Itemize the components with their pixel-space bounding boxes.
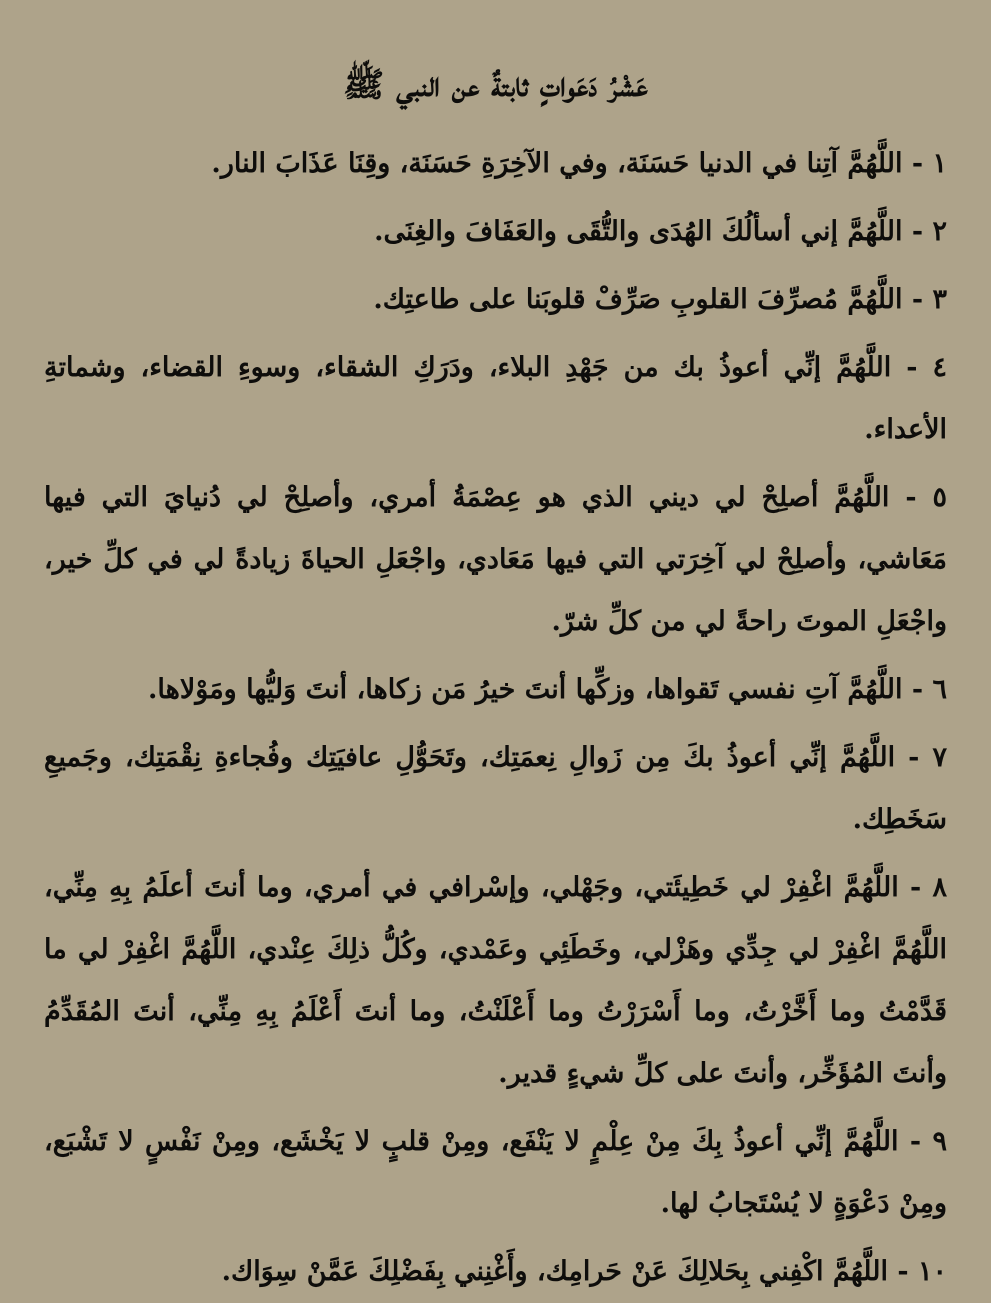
dua-number: ٨ xyxy=(932,872,947,903)
dua-item-9 xyxy=(44,1111,947,1235)
dua-text: اللَّهُمَّ إنِّي أعوذُ بكَ مِن زَوالِ نِعمَتِك، وتَحَوُّلِ عافيَتِك وفُجاءةِ نِقْمَتِك، وجَميعِ سَخَطِك. xyxy=(44,742,947,835)
dua-text: اللَّهُمَّ إنِّي أعوذُ بِكَ مِنْ عِلْمٍ لا يَنْفَع، ومِنْ قلبٍ لا يَخْشَع، ومِنْ نَفْسٍ لا تَشْبَع، ومِنْ دَعْوَةٍ لا يُسْتَجابُ لها. xyxy=(44,1126,947,1219)
dua-item-7 xyxy=(44,727,947,851)
dua-number: ١ xyxy=(932,148,947,179)
dua-separator: - xyxy=(902,148,933,179)
dua-text: اللَّهُمَّ إنِّي أعوذُ بك من جَهْدِ البلاء، ودَرَكِ الشقاء، وسوءِ القضاء، وشماتةِ الأعداء. xyxy=(44,352,947,445)
dua-separator: - xyxy=(902,674,933,705)
dua-number: ٤ xyxy=(932,352,947,383)
page-title: عَشْرُ دَعَواتٍ ثابتةٌ عن النبي ﷺ xyxy=(343,65,648,105)
dua-text: اللَّهُمَّ آتِ نفسي تَقواها، وزكِّها أنتَ خيرُ مَن زكاها، أنتَ وَليُّها ومَوْلاها. xyxy=(147,674,903,705)
dua-text: اللَّهُمَّ إني أسألُكَ الهُدَى والتُّقَى والعَفَافَ والغِنَى. xyxy=(374,216,903,247)
dua-number: ٢ xyxy=(932,216,947,247)
dua-text: اللَّهُمَّ اكْفِني بِحَلالِكَ عَنْ حَرامِك، وأَغْنِني بِفَضْلِكَ عَمَّنْ سِوَاك. xyxy=(221,1256,888,1287)
dua-separator: - xyxy=(887,1256,918,1287)
dua-item-3 xyxy=(44,269,947,331)
dua-text: اللَّهُمَّ اغْفِرْ لي خَطِيئَتي، وجَهْلي، وإسْرافي في أمري، وما أنتَ أعلَمُ بِهِ مِنِّي، اللَّهُمَّ اغْفِرْ لي جِدِّي وهَزْلي، وخَطَئِي وعَمْدي، وكُلُّ ذلِكَ عِنْدي، اللَّهُمَّ اغْفِرْ لي ما قَدَّمْتُ وما أَخَّرْتُ، وما أَسْرَرْتُ وما أَعْلَنْتُ، وما أنتَ أَعْلَمُ بِهِ مِنِّي، أنتَ المُقَدِّمُ وأنتَ المُؤَخِّر، وأنتَ على كلِّ شيءٍ قدير. xyxy=(44,872,947,1089)
dua-number: ٥ xyxy=(932,482,947,513)
dua-text: اللَّهُمَّ آتِنا في الدنيا حَسَنَة، وفي الآخِرَةِ حَسَنَة، وقِنَا عَذَابَ النار. xyxy=(211,148,903,179)
dua-separator: - xyxy=(895,742,933,773)
dua-item-6 xyxy=(44,659,947,721)
dua-separator: - xyxy=(902,216,933,247)
dua-item-10 xyxy=(44,1241,947,1303)
dua-separator: - xyxy=(889,482,933,513)
dua-number: ٧ xyxy=(932,742,947,773)
dua-item-4 xyxy=(44,337,947,461)
dua-number: ٩ xyxy=(932,1126,947,1157)
dua-separator: - xyxy=(902,284,933,315)
dua-item-2 xyxy=(44,201,947,263)
dua-text: اللَّهُمَّ مُصرِّفَ القلوبِ صَرِّفْ قلوبَنا على طاعتِك. xyxy=(373,284,903,315)
dua-separator: - xyxy=(891,352,933,383)
dua-text: اللَّهُمَّ أصلِحْ لي ديني الذي هو عِصْمَةُ أمري، وأصلِحْ لي دُنيايَ التي فيها مَعَاشي، وأصلِحْ لي آخِرَتي التي فيها مَعَادي، واجْعَلِ الحياةَ زيادةً لي في كلِّ خير، واجْعَلِ الموتَ راحةً لي من كلِّ شرّ. xyxy=(44,482,947,637)
dua-number: ٣ xyxy=(932,284,947,315)
dua-item-1 xyxy=(44,133,947,195)
dua-separator: - xyxy=(898,1126,933,1157)
dua-item-8 xyxy=(44,857,947,1105)
dua-separator: - xyxy=(898,872,933,903)
dua-number: ٦ xyxy=(932,674,947,705)
dua-item-5 xyxy=(44,467,947,653)
dua-number: ١٠ xyxy=(917,1256,947,1287)
dua-list xyxy=(44,133,947,1303)
